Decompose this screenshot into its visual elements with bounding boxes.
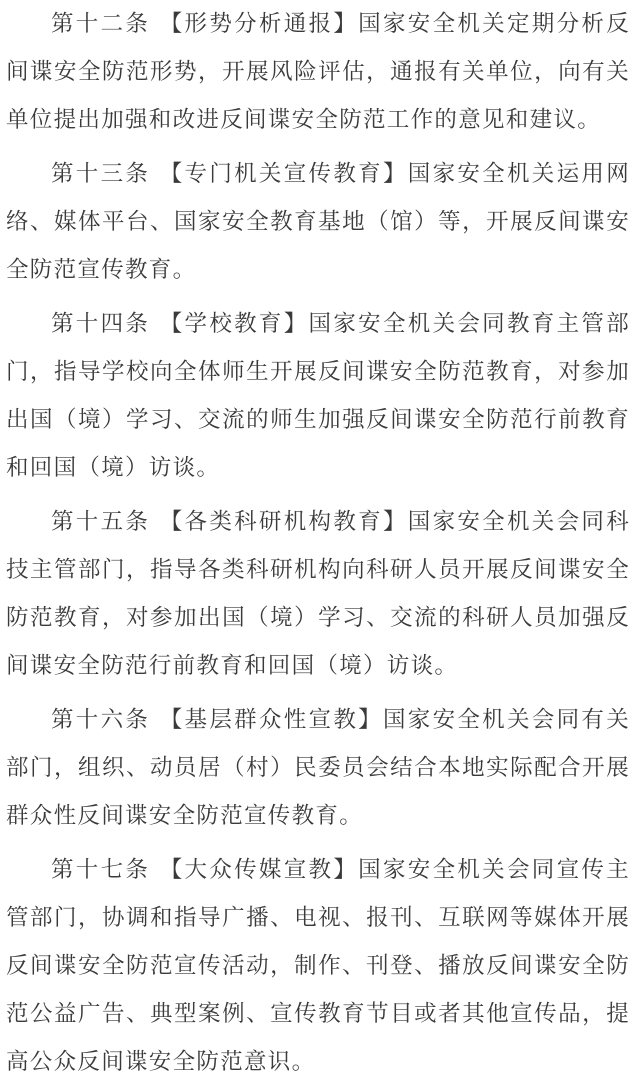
article-title: 【学校教育】 <box>159 311 309 337</box>
article-title: 【各类科研机构教育】 <box>159 509 408 535</box>
article-body: 国家安全机关会同科技主管部门，指导各类科研机构向科研人员开展反间谍安全防范教育，对参加出国（境）学习、交流的科研人员加强反间谍安全防范行前教育和回国（境）访谈。 <box>6 509 631 679</box>
article-number: 第十五条 <box>51 509 151 535</box>
article-title: 【专门机关宣传教育】 <box>159 161 408 187</box>
article-body: 国家安全机关会同有关部门，组织、动员居（村）民委员会结合本地实际配合开展群众性反间谍安全防范宣传教育。 <box>6 707 631 829</box>
article-14 <box>6 300 630 492</box>
article-body: 国家安全机关会同教育主管部门，指导学校向全体师生开展反间谍安全防范教育，对参加出国（境）学习、交流的师生加强反间谍安全防范行前教育和回国（境）访谈。 <box>6 311 631 481</box>
article-13 <box>6 150 630 294</box>
article-17 <box>6 846 630 1086</box>
article-number: 第十四条 <box>51 311 151 337</box>
article-number: 第十二条 <box>51 11 151 37</box>
article-body: 国家安全机关定期分析反间谍安全防范形势，开展风险评估，通报有关单位，向有关单位提出加强和改进反间谍安全防范工作的意见和建议。 <box>6 11 631 133</box>
article-title: 【大众传媒宣教】 <box>159 857 359 883</box>
article-number: 第十六条 <box>51 707 151 733</box>
article-number: 第十三条 <box>51 161 151 187</box>
article-body: 国家安全机关会同宣传主管部门，协调和指导广播、电视、报刊、互联网等媒体开展反间谍安全防范宣传活动，制作、刊登、播放反间谍安全防范公益广告、典型案例、宣传教育节目或者其他宣传品，提高公众反间谍安全防范意识。 <box>6 857 631 1075</box>
article-15 <box>6 498 630 690</box>
article-title: 【形势分析通报】 <box>159 11 359 37</box>
article-body: 国家安全机关运用网络、媒体平台、国家安全教育基地（馆）等，开展反间谍安全防范宣传教育。 <box>6 161 631 283</box>
article-number: 第十七条 <box>51 857 151 883</box>
article-title: 【基层群众性宣教】 <box>159 707 383 733</box>
article-16 <box>6 696 630 840</box>
article-12 <box>6 0 630 144</box>
